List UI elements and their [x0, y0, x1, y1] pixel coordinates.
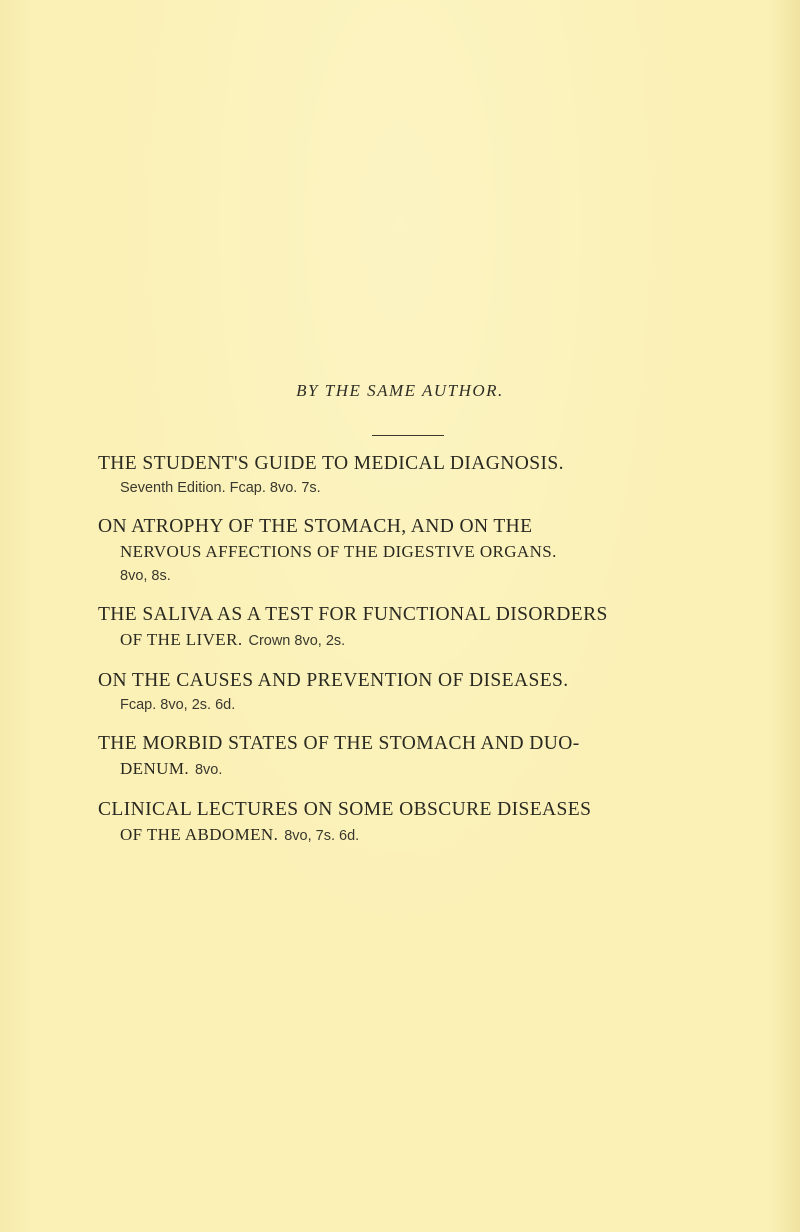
- book-entry: [98, 669, 718, 717]
- book-title: THE SALIVA AS A TEST FOR FUNCTIONAL DISORDERS: [98, 604, 608, 625]
- book-title-continuation: NERVOUS AFFECTIONS OF THE DIGESTIVE ORGANS.: [120, 542, 557, 561]
- divider-rule: [372, 435, 444, 436]
- book-list: [98, 452, 718, 864]
- book-title-continuation: DENUM.: [120, 759, 189, 778]
- book-entry: [98, 732, 718, 783]
- book-edition-price: Fcap. 8vo, 2s. 6d.: [120, 697, 236, 713]
- book-edition-price: Crown 8vo, 2s.: [248, 633, 346, 649]
- book-edition-price: 8vo, 8s.: [120, 568, 171, 584]
- book-entry: [98, 603, 718, 654]
- page-heading: BY THE SAME AUTHOR.: [296, 381, 504, 400]
- book-title-continuation-line: [98, 627, 718, 654]
- book-title-continuation: OF THE LIVER.: [120, 630, 243, 649]
- book-entry: [98, 798, 718, 849]
- book-title-continuation: OF THE ABDOMEN.: [120, 825, 279, 844]
- book-title-continuation-line: [98, 822, 718, 849]
- book-edition-price: 8vo, 7s. 6d.: [284, 828, 360, 844]
- book-title: ON THE CAUSES AND PREVENTION OF DISEASES.: [98, 670, 569, 691]
- book-title: THE MORBID STATES OF THE STOMACH AND DUO-: [98, 733, 580, 754]
- book-title: CLINICAL LECTURES ON SOME OBSCURE DISEASES: [98, 799, 592, 820]
- book-edition-price: 8vo.: [194, 762, 223, 778]
- book-entry: [98, 452, 718, 500]
- book-title: THE STUDENT'S GUIDE TO MEDICAL DIAGNOSIS.: [98, 453, 564, 474]
- book-entry: [98, 515, 718, 588]
- book-title: ON ATROPHY OF THE STOMACH, AND ON THE: [98, 516, 533, 537]
- book-edition-price: Seventh Edition. Fcap. 8vo. 7s.: [120, 480, 321, 496]
- book-title-continuation-line: [98, 756, 718, 783]
